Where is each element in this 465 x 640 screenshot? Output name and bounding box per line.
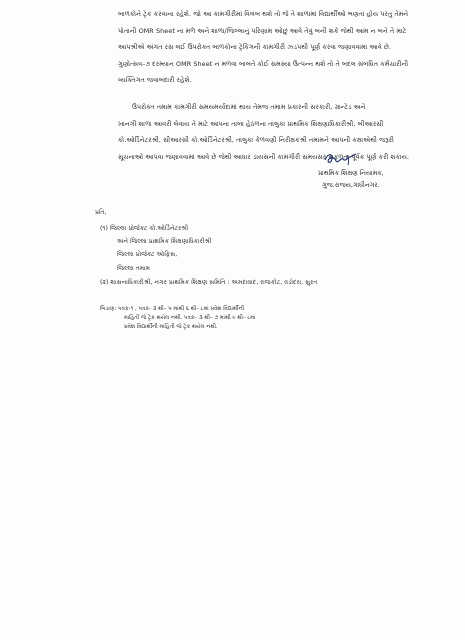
paragraph-line: આપશ્રીએ અંગત રસ લઈ ઉપરોક્ત બાળકોના ટ્રેકિંગની કામગીરી ઝડપથી પૂર્ણ કરવા જણાવવામાં આવે છે. xyxy=(118,43,392,51)
addressee-line: જિલ્લા તમામ xyxy=(117,265,150,272)
paragraph-line: ખાનગી શાળા આવરી લેવાય તે માટે આપના તાબા હેઠળના તાલુકા પ્રાથમિક શિક્ષણાધિકારીશ્રી, બીઆરસી xyxy=(118,119,384,128)
handwritten-signature xyxy=(322,150,362,168)
addressee-heading: પ્રતિ, xyxy=(95,209,107,216)
paragraph-line: વ્યક્તિગત જવાબદારી રહેશે. xyxy=(118,76,192,84)
enclosure-line: માહિતી જે ટ્રેક થયેલ નથી. પત્રક– ૩ થી– ૭ માંથી ૯ થી– ૮માં xyxy=(124,315,256,321)
enclosure-line: બિડાણ: પત્રક-૧ , પત્રક- ૩ થી– ૫ માંથી ૬ થી– ૮માં પ્રવેશ વિદ્યાર્થીની xyxy=(100,306,245,312)
addressee-line: (૧) જિલ્લા પ્રોજેક્ટ કો.ઓર્ડિનેટરશ્રી xyxy=(100,225,189,232)
paragraph-line: કો.ઓર્ડિનેટરશ્રી, સીઆરસી કો.ઓર્ડિનેટરશ્રી, તાલુકા કેળવણી નિરીક્ષકશ્રી તમામને આપની કક્ષાએથી જરૂરી xyxy=(118,136,394,144)
addressee-line: અને જિલ્લા પ્રાથમિક શિક્ષણાધિકારીશ્રી xyxy=(117,238,212,245)
signatory-title: પ્રાથમિક શિક્ષણ નિયામક, xyxy=(318,169,384,177)
body-paragraph-1 xyxy=(118,6,440,89)
paragraph-line: પોતાની OMR Sheet ના મળે અને શાળા/જિલ્લાનું પરિણામ ઓછું આવે તેવું બની શકે જેથી આમ ન બને તે માટે xyxy=(118,26,407,35)
addressee-line: (૨) શાસનાધિકારીશ્રી, નગર પ્રાથમિક શિક્ષણ સમિતિ : અમદાવાદ, રાજકોટ, વડોદરા, સુરત xyxy=(100,279,318,286)
paragraph-line: બાળકોને ટ્રેક કરવાના રહેશે. જો આ કામગીરીમાં વિલંબ થશે તો જે તે શાળામાં વિદ્યાર્થીઓ ભણતાં હોય પરંતુ તેમને xyxy=(118,10,409,18)
enclosure-line: પ્રવેશ વિદ્યાર્થીની માહિતી જે ટ્રેક થયેલ નથી. xyxy=(124,324,218,330)
paragraph-line: ઉપરોક્ત તમામ કામગીરી સમયમર્યાદામાં થાય તેમજ તમામ પ્રકારની સરકારી, ગ્રાન્ટેડ અને xyxy=(132,103,366,111)
addressee-line: જિલ્લા પ્રોજેક્ટ ઓફિસ, xyxy=(117,251,178,258)
body-paragraph-2 xyxy=(118,99,440,165)
paragraph-line: ગુણોત્સવ–૭ દરમ્યાન OMR Sheet ન મળવા બાબતે કોઈ સમસ્યા ઉત્પન્ન થશે તો તે બદલ સંબંધિત કર્મચારીની xyxy=(118,59,409,68)
paragraph-line: સૂચનાઓ આપવા જણાવવામાં આવે છે જેથી આધાર ડાયસની કામગીરી સમયસર સફળતા પૂર્વક પૂર્ણ કરી શકાય. xyxy=(118,152,410,161)
signatory-place: ગુજ.રાજય,ગાંધીનગર. xyxy=(322,181,380,189)
